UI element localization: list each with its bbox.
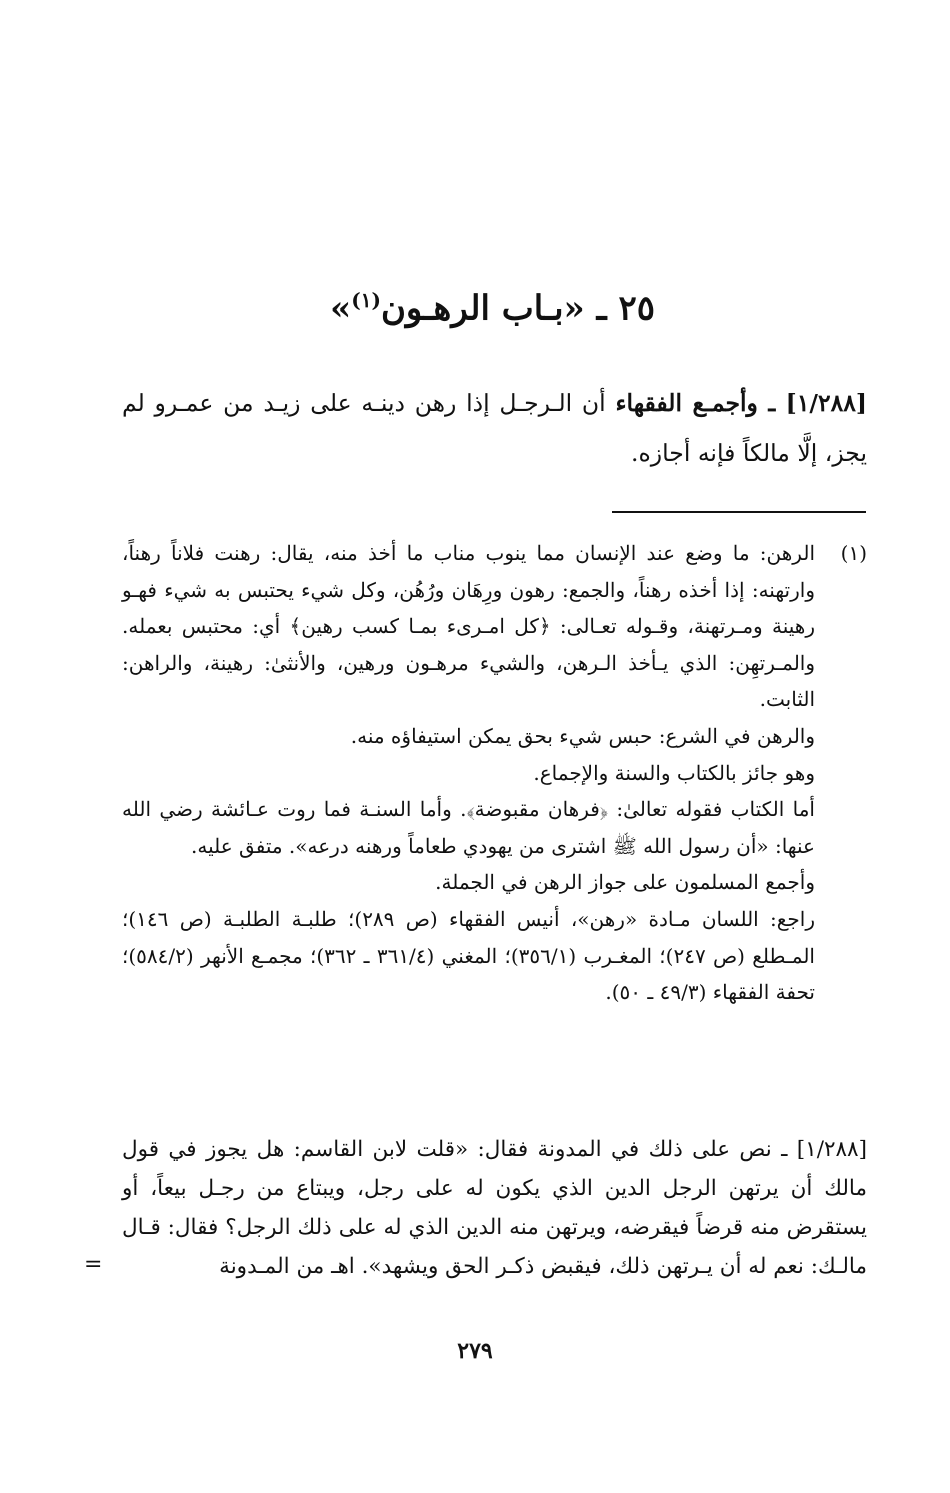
chapter-close-quote: »	[330, 288, 352, 329]
footnote-separator	[612, 511, 866, 513]
chapter-number: ٢٥	[618, 288, 655, 329]
footnote-number: (١)	[840, 541, 867, 565]
footnote-paragraph: أما الكتاب فقوله تعالىٰ: ﴿فرهان مقبوضة﴾. وأما السنـة فما روت عـائشة رضي الله عنها: «أن رسول الله ﷺ اشترى من يهودي طعاماً ورهنه درعه». متفق عليه.	[122, 797, 815, 858]
footnote-paragraph: والرهن في الشرع: حبس شيء بحق يمكن استيفاؤه منه.	[350, 723, 815, 748]
chapter-dash: ـ	[596, 288, 607, 329]
footnote-reference: (١)	[351, 288, 381, 312]
entry-lead: [١/٢٨٨] ـ وأجمـع الفقهاء	[615, 389, 868, 417]
footnote-paragraph: الرهن: ما وضع عند الإنسان مما ينوب مناب ما أخذ منه، يقال: رهنت فلاناً رهناً، وارتهنه: إذا أخذه رهناً، والجمع: رهون ورِهَان ورُهُن، وكل شيء يحتبس به شيء فهـو رهينة ومـرتهنة، وقـوله تعـالى: ﴿كل امـرىء بمـا كسب رهين﴾ أي: محتبس بعمله. والمـرتهِن: الذي يـأخذ الـرهن، والشيء مرهـون ورهين، والأنثىٰ: رهينة، والراهن: الثابت.	[122, 541, 815, 712]
page-number: ٢٧٩	[457, 1338, 493, 1364]
chapter-title	[120, 278, 865, 330]
commentary-text: [١/٢٨٨] ـ نص على ذلك في المدونة فقال: «قلت لابن القاسم: هل يجوز في قول مالك أن يرتهن الرجل الدين الذي يكون له على رجل، ويبتاع من رجـل بيعاً، أو يستقرض منه قرضاً فيقرضه، ويرتهن منه الدين الذي له على ذلك الرجل؟ فقال: قـال مالـك: نعم له أن يـرتهن ذلك، فيقبض ذكـر الحق ويشهد». اهـ من المـدونة	[122, 1137, 867, 1279]
footnote-paragraph: وأجمع المسلمون على جواز الرهن في الجملة.	[435, 870, 815, 895]
entry-text: أن الـرجـل إذا رهن دينـه على زيـد من عمـرو لم يجز، إلَّا مالكاً فإنه أجازه.	[122, 389, 867, 467]
footnote-paragraph: وهو جائز بالكتاب والسنة والإجماع.	[533, 760, 815, 785]
footnote	[122, 535, 867, 1011]
continuation-mark: =	[84, 1252, 103, 1277]
footnote-body	[122, 535, 815, 1011]
footnote-paragraph: راجع: اللسان مـادة «رهن»، أنيس الفقهاء (ص ٢٨٩)؛ طلبـة الطلبـة (ص ١٤٦)؛ المـطلع (ص ٢٤٧)؛ المغـرب (٣٥٦/١)؛ المغني (٣٦١/٤ ـ ٣٦٢)؛ مجمـع الأنهر (٥٨٤/٢)؛ تحفة الفقهاء (٤٩/٣ ـ ٥٠).	[122, 906, 815, 1005]
main-entry	[122, 378, 867, 478]
chapter-name: «بـاب الرهـون	[380, 288, 585, 329]
